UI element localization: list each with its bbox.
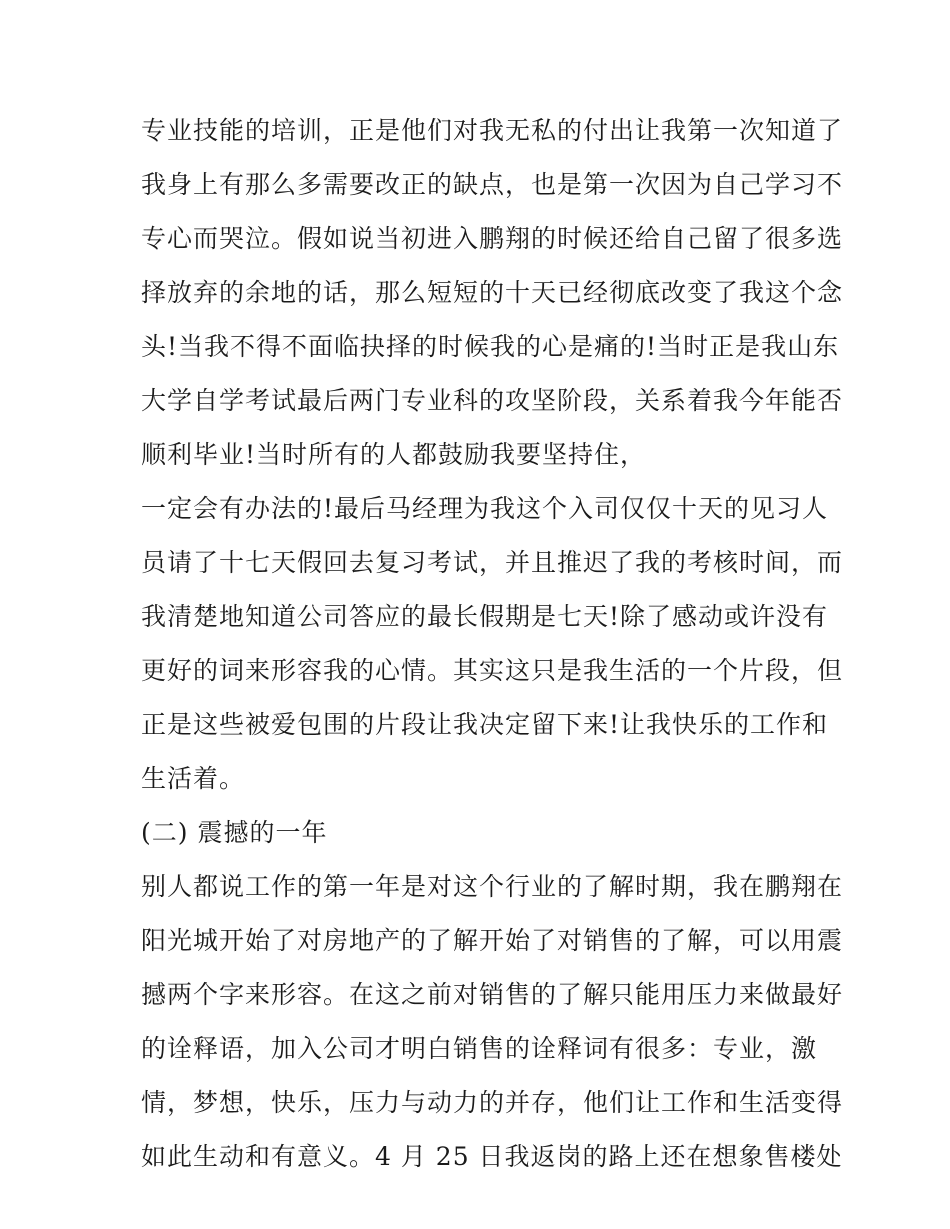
text-line: 情，梦想，快乐，压力与动力的并存，他们让工作和生活变得 <box>141 1088 844 1117</box>
text-line: 大学自学考试最后两门专业科的攻坚阶段，关系着我今年能否 <box>141 386 844 415</box>
text-line: 员请了十七天假回去复习考试，并且推迟了我的考核时间，而 <box>141 548 844 577</box>
text-line: 择放弃的余地的话，那么短短的十天已经彻底改变了我这个念 <box>141 278 844 307</box>
section-heading: (二) 震撼的一年 <box>141 818 328 847</box>
text-line: 一定会有办法的!最后马经理为我这个入司仅仅十天的见习人 <box>141 494 829 523</box>
text-line: 别人都说工作的第一年是对这个行业的了解时期，我在鹏翔在 <box>141 872 844 901</box>
text-line: 更好的词来形容我的心情。其实这只是我生活的一个片段，但 <box>141 656 844 685</box>
text-line: 头!当我不得不面临抉择的时候我的心是痛的!当时正是我山东 <box>141 332 840 361</box>
text-line: 专业技能的培训，正是他们对我无私的付出让我第一次知道了 <box>141 116 844 145</box>
body-text <box>141 104 844 1184</box>
text-line: 正是这些被爱包围的片段让我决定留下来!让我快乐的工作和 <box>141 710 829 739</box>
text-line: 顺利毕业!当时所有的人都鼓励我要坚持住， <box>141 440 647 469</box>
text-line: 如此生动和有意义。4 月 25 日我返岗的路上还在想象售楼处 <box>141 1142 843 1171</box>
text-line: 阳光城开始了对房地产的了解开始了对销售的了解，可以用震 <box>141 926 844 955</box>
text-line: 我身上有那么多需要改正的缺点，也是第一次因为自己学习不 <box>141 170 844 199</box>
text-line: 生活着。 <box>141 764 246 793</box>
text-line: 撼两个字来形容。在这之前对销售的了解只能用压力来做最好 <box>141 980 844 1009</box>
text-line: 专心而哭泣。假如说当初进入鹏翔的时候还给自己留了很多选 <box>141 224 844 253</box>
text-line: 我清楚地知道公司答应的最长假期是七天!除了感动或许没有 <box>141 602 829 631</box>
text-line: 的诠释语，加入公司才明白销售的诠释词有很多：专业，激 <box>141 1034 818 1063</box>
